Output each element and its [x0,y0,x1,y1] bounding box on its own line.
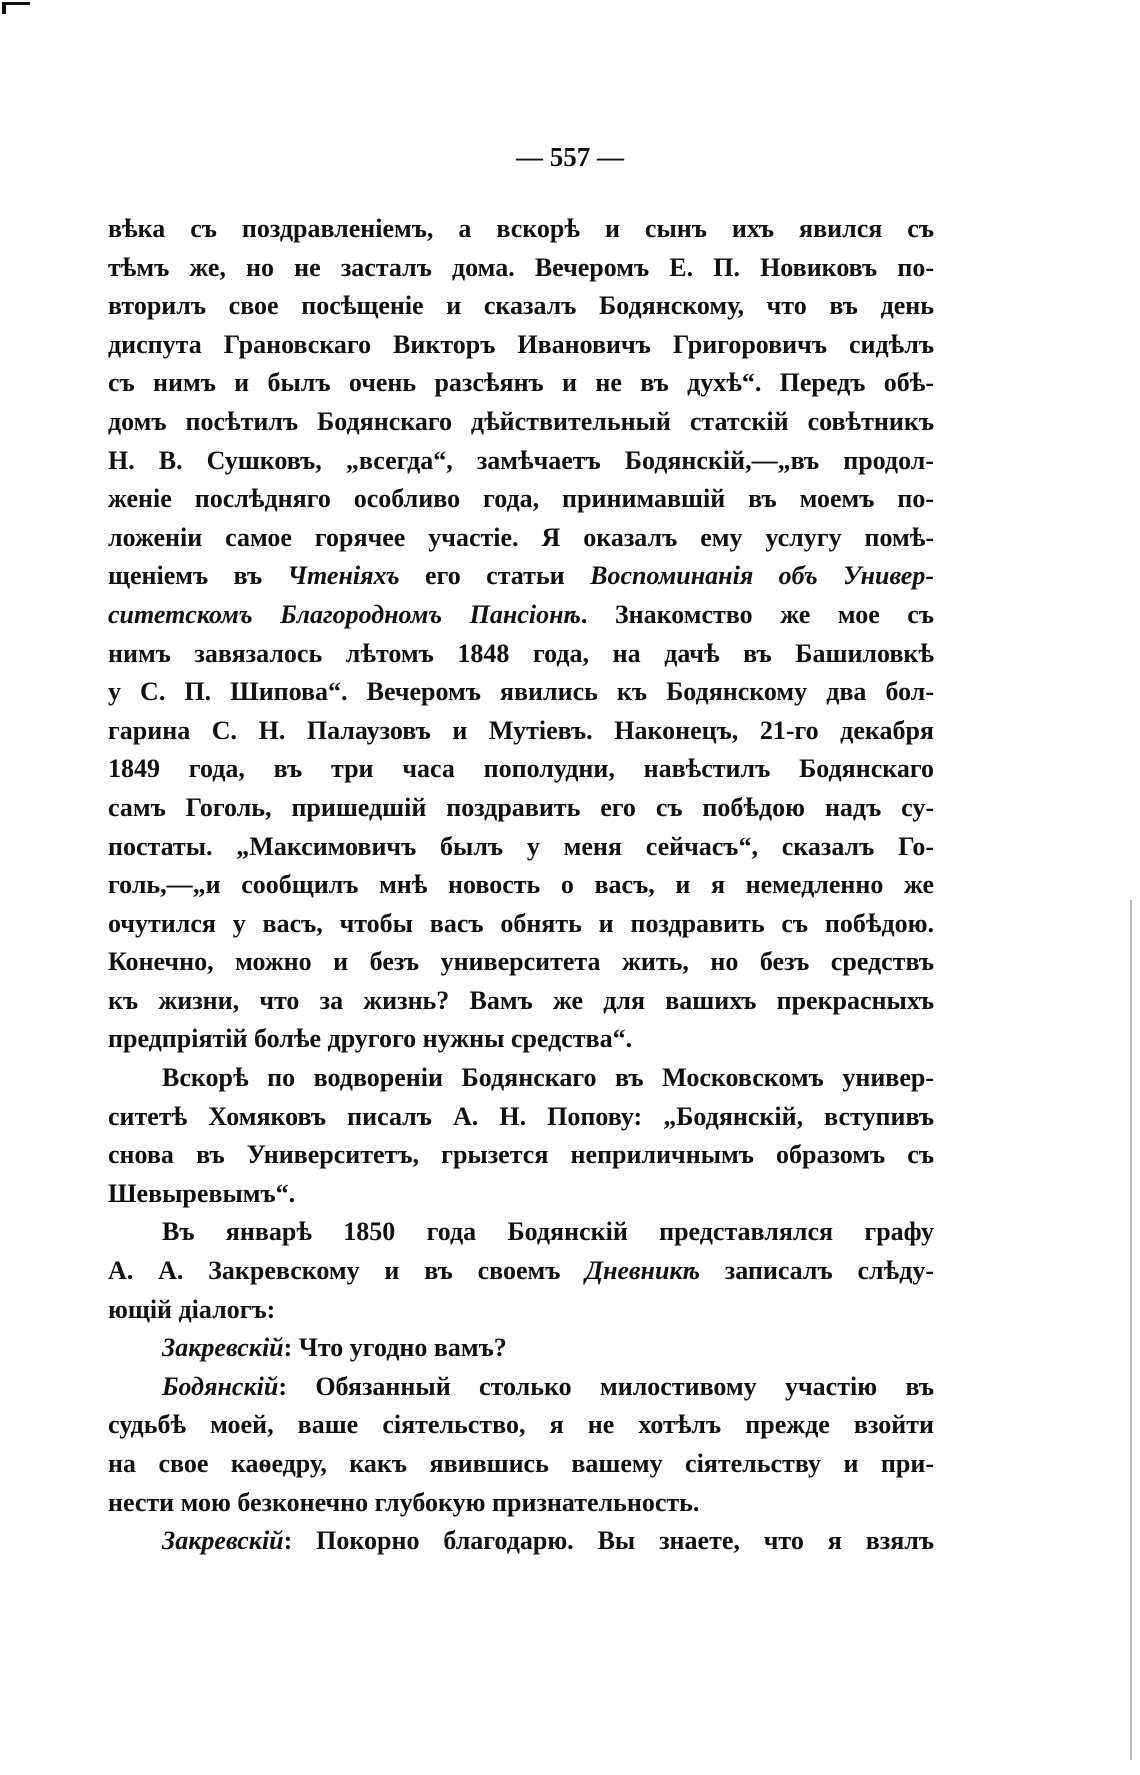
text-line [108,1406,934,1445]
text-line [108,1484,934,1523]
text-segment: нимъ завязалось лѣтомъ 1848 года, на дачѣ въ Башиловкѣ [108,638,934,668]
text-line [108,1291,934,1330]
text-segment: нести мою безконечно глубокую признательность. [108,1487,700,1517]
text-line [108,403,934,442]
text-segment: ситетѣ Хомяковъ писалъ А. Н. Попову: „Бодянскій, вступивъ [108,1101,934,1131]
text-line [108,905,934,944]
text-segment: щеніемъ въ [108,561,288,591]
italic-text: Закревскій [162,1526,284,1556]
text-segment: голь,—„и сообщилъ мнѣ новость о васъ, и я немедленно же [108,870,934,900]
text-line [108,287,934,326]
page-number: — 557 — [516,142,624,172]
text-line [108,828,934,867]
text-line [108,364,934,403]
text-segment: Вскорѣ по водвореніи Бодянскаго въ Московскомъ универ- [162,1063,934,1093]
text-segment: Шевыревымъ“. [108,1178,296,1208]
text-line [108,750,934,789]
text-segment: его статьи [399,561,591,591]
text-segment: . Знакомство же мое съ [580,599,935,629]
text-segment: постаты. „Максимовичъ былъ у меня сейчасъ“, сказалъ Го- [108,831,934,861]
text-line [108,1213,934,1252]
body-text [108,210,934,1561]
text-line [108,442,934,481]
text-line [108,1252,934,1291]
text-segment: : Что угодно вамъ? [283,1333,507,1363]
italic-text: ситетскомъ Благородномъ Пансіонѣ [108,599,581,629]
text-segment: ющій діалогъ: [108,1294,276,1324]
text-segment: : Покорно благодарю. Вы знаете, что я взялъ [283,1526,934,1556]
italic-text: Чтеніяхъ [287,561,400,591]
text-line [108,480,934,519]
text-segment: вторилъ свое посѣщеніе и сказалъ Бодянскому, что въ день [108,291,934,321]
text-segment: очутился у васъ, чтобы васъ обнять и поздравить съ побѣдою. [108,908,934,938]
text-segment: ложеніи самое горячее участіе. Я оказалъ ему услугу помѣ- [108,522,934,552]
text-line [108,326,934,365]
text-line [108,1098,934,1137]
text-segment: Н. В. Сушковъ, „всегда“, замѣчаетъ Бодянскій,—„въ продол- [108,445,934,475]
text-segment: съ нимъ и былъ очень разсѣянъ и не въ духѣ“. Передъ обѣ- [108,368,934,398]
scan-edge-line [1130,900,1132,1760]
text-line [108,519,934,558]
text-line [108,1445,934,1484]
italic-text: Закревскій [162,1333,284,1363]
text-line [108,866,934,905]
text-line [108,673,934,712]
text-line [108,557,934,596]
text-line [108,596,934,635]
text-segment: гарина С. Н. Палаузовъ и Мутіевъ. Наконецъ, 21-го декабря [108,715,934,745]
scan-corner-mark-top [2,2,30,5]
text-line [108,1522,934,1561]
text-line [108,1329,934,1368]
text-segment: тѣмъ же, но не засталъ дома. Вечеромъ Е. П. Новиковъ по- [108,252,934,282]
text-segment: диспута Грановскаго Викторъ Ивановичъ Григоровичъ сидѣлъ [108,329,934,359]
text-segment: женіе послѣдняго особливо года, принимавшій въ моемъ по- [108,484,934,514]
text-line [108,1059,934,1098]
text-line [108,943,934,982]
italic-text: Дневникѣ [585,1256,700,1286]
text-segment: самъ Гоголь, пришедшій поздравить его съ побѣдою надъ су- [108,792,934,822]
text-segment: Въ январѣ 1850 года Бодянскій представлялся графу [162,1217,934,1247]
text-segment: снова въ Университетъ, грызется неприличнымъ образомъ съ [108,1140,934,1170]
text-segment: судьбѣ моей, ваше сіятельство, я не хотѣлъ прежде взойти [108,1410,934,1440]
italic-text: Воспоминанія объ Универ- [590,561,934,591]
text-line [108,1020,934,1059]
text-line [108,1368,934,1407]
text-segment: къ жизни, что за жизнь? Вамъ же для вашихъ прекрасныхъ [108,985,934,1015]
text-line [108,982,934,1021]
text-segment: предпріятій болѣе другого нужны средства“. [108,1024,633,1054]
text-line [108,210,934,249]
text-segment: на свое каѳедру, какъ явившись вашему сіятельству и при- [108,1449,934,1478]
text-segment: записалъ слѣду- [699,1256,934,1286]
text-segment: Конечно, можно и безъ университета жить, но безъ средствъ [108,947,934,977]
text-segment: домъ посѣтилъ Бодянскаго дѣйствительный статскій совѣтникъ [108,406,934,436]
text-line [108,249,934,288]
text-line [108,1175,934,1214]
text-segment: : Обязанный столько милостивому участію въ [278,1371,934,1401]
text-segment: вѣка съ поздравленіемъ, а вскорѣ и сынъ ихъ явился съ [108,214,934,243]
text-line [108,789,934,828]
text-segment: А. А. Закревскому и въ своемъ [108,1256,586,1286]
text-segment: у С. П. Шипова“. Вечеромъ явились къ Бодянскому два бол- [108,677,934,707]
text-line [108,712,934,751]
text-segment: 1849 года, въ три часа пополудни, навѣстилъ Бодянскаго [108,754,934,784]
text-line [108,1136,934,1175]
italic-text: Бодянскій [162,1371,279,1401]
text-line [108,635,934,674]
